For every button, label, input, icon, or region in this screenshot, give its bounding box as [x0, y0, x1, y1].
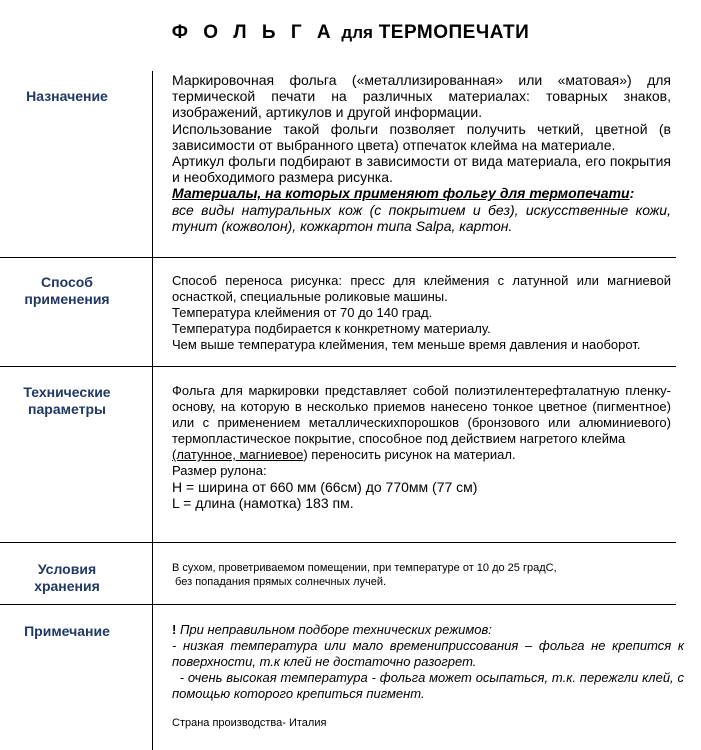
- note-intro-text: При неправильном подборе технических режимов:: [176, 622, 492, 637]
- materials-heading-text: Материалы, на которых применяют фольгу для термопечати: [172, 185, 630, 202]
- storage-line-2: без попадания прямых солнечных лучей.: [172, 576, 387, 588]
- section-content-purpose: [172, 72, 671, 234]
- section-label-note: Примечание: [24, 623, 110, 639]
- purpose-paragraph-1: Маркировочная фольга («металлизированная» или «матовая») для термической печати на различных материалах: товарных знаков, изображений, артикулов и другой информации.: [172, 72, 671, 121]
- technical-paragraph-1-end: ) переносить рисунок на материал.: [303, 447, 516, 462]
- page-title: [0, 22, 701, 44]
- storage-line-1: В сухом, проветриваемом помещении, при температуре от 10 до 25 градС,: [172, 562, 557, 574]
- roll-length: L = длина (намотка) 183 пм.: [172, 495, 354, 512]
- roll-size-label: Размер рулона:: [172, 463, 267, 478]
- section-content-application: [172, 273, 671, 353]
- section-content-note: [172, 622, 688, 730]
- column-divider: [152, 71, 153, 750]
- section-content-technical: [172, 383, 671, 511]
- application-paragraph-3: Температура подбирается к конкретному материалу.: [172, 321, 491, 336]
- section-label-purpose: Назначение: [26, 88, 108, 104]
- row-divider-2: [0, 366, 676, 367]
- application-paragraph-2: Температура клеймения от 70 до 140 град.: [172, 305, 433, 320]
- storage-label-line-2: хранения: [34, 578, 100, 594]
- purpose-paragraph-2: Использование такой фольги позволяет получить четкий, цветной (в зависимости от выбранного цвета) отпечаток клейма на материале.: [172, 120, 671, 153]
- exclamation-mark: !: [172, 622, 177, 637]
- application-paragraph-4: Чем выше температура клеймения, тем меньше время давления и наоборот.: [172, 337, 641, 352]
- technical-underlined-text: (латунное, магниевое: [172, 447, 304, 462]
- title-middle: для: [341, 23, 373, 42]
- technical-label-line-2: параметры: [28, 401, 106, 417]
- roll-width: H = ширина от 660 мм (66см) до 770мм (77 см): [172, 479, 478, 495]
- title-word: Ф О Л Ь Г А: [171, 22, 336, 43]
- application-label-line-2: применения: [24, 291, 110, 307]
- application-paragraph-1: Способ переноса рисунка: пресс для клеймения с латунной или магниевой оснасткой, специальные роликовые машины.: [172, 273, 671, 304]
- row-divider-1: [0, 257, 676, 258]
- note-intro: [172, 622, 684, 638]
- row-divider-3: [0, 542, 676, 543]
- technical-paragraph-1: [172, 383, 671, 463]
- section-content-storage: [172, 561, 671, 589]
- note-item-2: - очень высокая температура - фольга может осыпаться, т.к. пережгли клей, с помощью которого крепиться пигмент.: [172, 670, 688, 701]
- technical-label-line-1: Технические: [23, 384, 111, 400]
- technical-paragraph-1-start: Фольга для маркировки представляет собой полиэтилентерефталатную пленку- основу, на которую в несколько приемов нанесено тонкое цветное (пигментное) или с применением металлическихпорошков (бронзового или алюминиевого) термопластическое покрытие, способное под действием нагретого клейма: [172, 383, 671, 446]
- section-label-technical: [0, 384, 134, 418]
- country-of-origin: Страна производства- Италия: [172, 717, 327, 729]
- row-divider-4: [0, 604, 676, 605]
- materials-heading-colon: :: [629, 185, 635, 202]
- title-rest: ТЕРМОПЕЧАТИ: [378, 22, 530, 43]
- storage-label-line-1: Условия: [37, 561, 97, 577]
- section-label-storage: [0, 561, 134, 595]
- purpose-paragraph-3: Артикул фольги подбирают в зависимости от вида материала, его покрытия и необходимого размера рисунка.: [172, 153, 671, 186]
- note-item-1: - низкая температура или мало времениприсcования – фольга не крепится к поверхности, т.к клей не достаточно разогрет.: [172, 638, 684, 669]
- application-label-line-1: Способ: [41, 274, 93, 290]
- materials-list: все виды натуральных кож (с покрытием и без), искусственные кожи, тунит (кожволон), кожкартон типа Salpa, картон.: [172, 201, 671, 234]
- materials-heading: [172, 185, 671, 201]
- section-label-application: [0, 274, 134, 308]
